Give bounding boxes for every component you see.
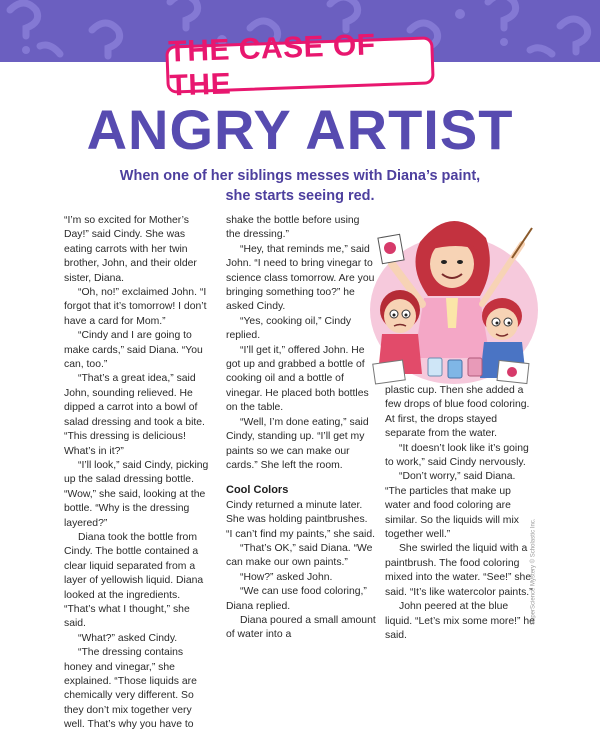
paragraph: “Hey, that reminds me,” said John. “I need to bring vinegar to science class tomorrow. Are you bringing something too?” he asked Cindy. — [226, 243, 375, 313]
paragraph: “What?” asked Cindy. — [78, 632, 178, 644]
paragraph: “Well, I’m done eating,” said Cindy, standing up. “I’ll get my paints so we can make our cards.” She left the room. — [226, 416, 369, 471]
paragraph: shake the bottle before using the dressing.” — [226, 215, 360, 241]
story-column-3 — [385, 384, 535, 643]
paragraph: “I’ll look,” said Cindy, picking up the salad dressing bottle. “Wow,” she said, looking at the bottle. “Why is the dressing layered?” — [64, 459, 209, 529]
section-heading: Cool Colors — [226, 484, 289, 497]
paragraph: “That’s OK,” said Diana. “We can make our own paints.” — [226, 542, 373, 569]
paragraph: “We can use food coloring,” Diana replied. — [226, 586, 367, 612]
paragraph: “I’ll get it,” offered John. He got up and grabbed a bottle of cooking oil and a bottle of vinegar. He placed both bottles on the table. — [226, 344, 369, 414]
deck — [60, 166, 540, 206]
paragraph: “Don’t worry,” said Diana. “The particles that make up water and food coloring are similar. So the liquids will mix together well.” — [385, 471, 519, 541]
deck-line-1: When one of her siblings messes with Diana’s paint, — [119, 168, 481, 184]
kids-painting-illustration — [362, 212, 540, 388]
kicker-box — [165, 28, 435, 103]
paragraph: “I’m so excited for Mother’s Day!” said Cindy. She was eating carrots with her twin brother, John, and their older sister, Diana. — [64, 215, 197, 284]
paragraph: Diana poured a small amount of water into a — [226, 614, 376, 641]
kicker-title: THE CASE OF THE — [167, 28, 377, 103]
paragraph: plastic cup. Then she added a few drops of blue food coloring. At first, the drops stayed separate from the water. — [385, 385, 530, 440]
copyright-credit: SuperScience Mystery © Scholastic Inc. — [530, 518, 536, 625]
story-column-1 — [64, 214, 214, 733]
paragraph: She swirled the liquid with a paintbrush. The food coloring mixed into the water. “See!” she said. “It’s like watercolor paints.” — [385, 543, 533, 598]
paragraph: “It doesn’t look like it’s going to work,” said Cindy nervously. — [385, 442, 529, 469]
paragraph: “Yes, cooking oil,” Cindy replied. — [226, 315, 352, 342]
paragraph: “How?” asked John. — [240, 571, 333, 583]
main-title: ANGRY ARTIST — [86, 98, 514, 161]
paragraph: “Cindy and I are going to make cards,” said Diana. “You can, too.” — [64, 330, 203, 371]
deck-line-2: she starts seeing red. — [225, 188, 375, 204]
paragraph: John peered at the blue liquid. “Let’s mix some more!” he said. — [385, 601, 535, 641]
paragraph: Diana took the bottle from Cindy. The bottle contained a clear liquid separated from a layer of yellowish liquid. Diana looked at the ingredients. “That’s what I thought,” she said. — [64, 531, 204, 630]
story-column-2 — [226, 214, 376, 643]
paragraph: Cindy returned a minute later. She was holding paintbrushes. “I can’t find my paints,” she said. — [226, 499, 375, 540]
paragraph: “The dressing contains honey and vinegar,” she explained. “Those liquids are chemically very different. So they don’t mix together very well. That’s why you have to — [64, 647, 197, 731]
paragraph: “That’s a great idea,” said John, sounding relieved. He dipped a carrot into a bowl of salad dressing and took a bite. “This dressing is delicious! What’s in it?” — [64, 373, 205, 457]
paragraph: “Oh, no!” exclaimed John. “I forgot that it’s tomorrow! I don’t have a card for Mom.” — [64, 287, 207, 327]
